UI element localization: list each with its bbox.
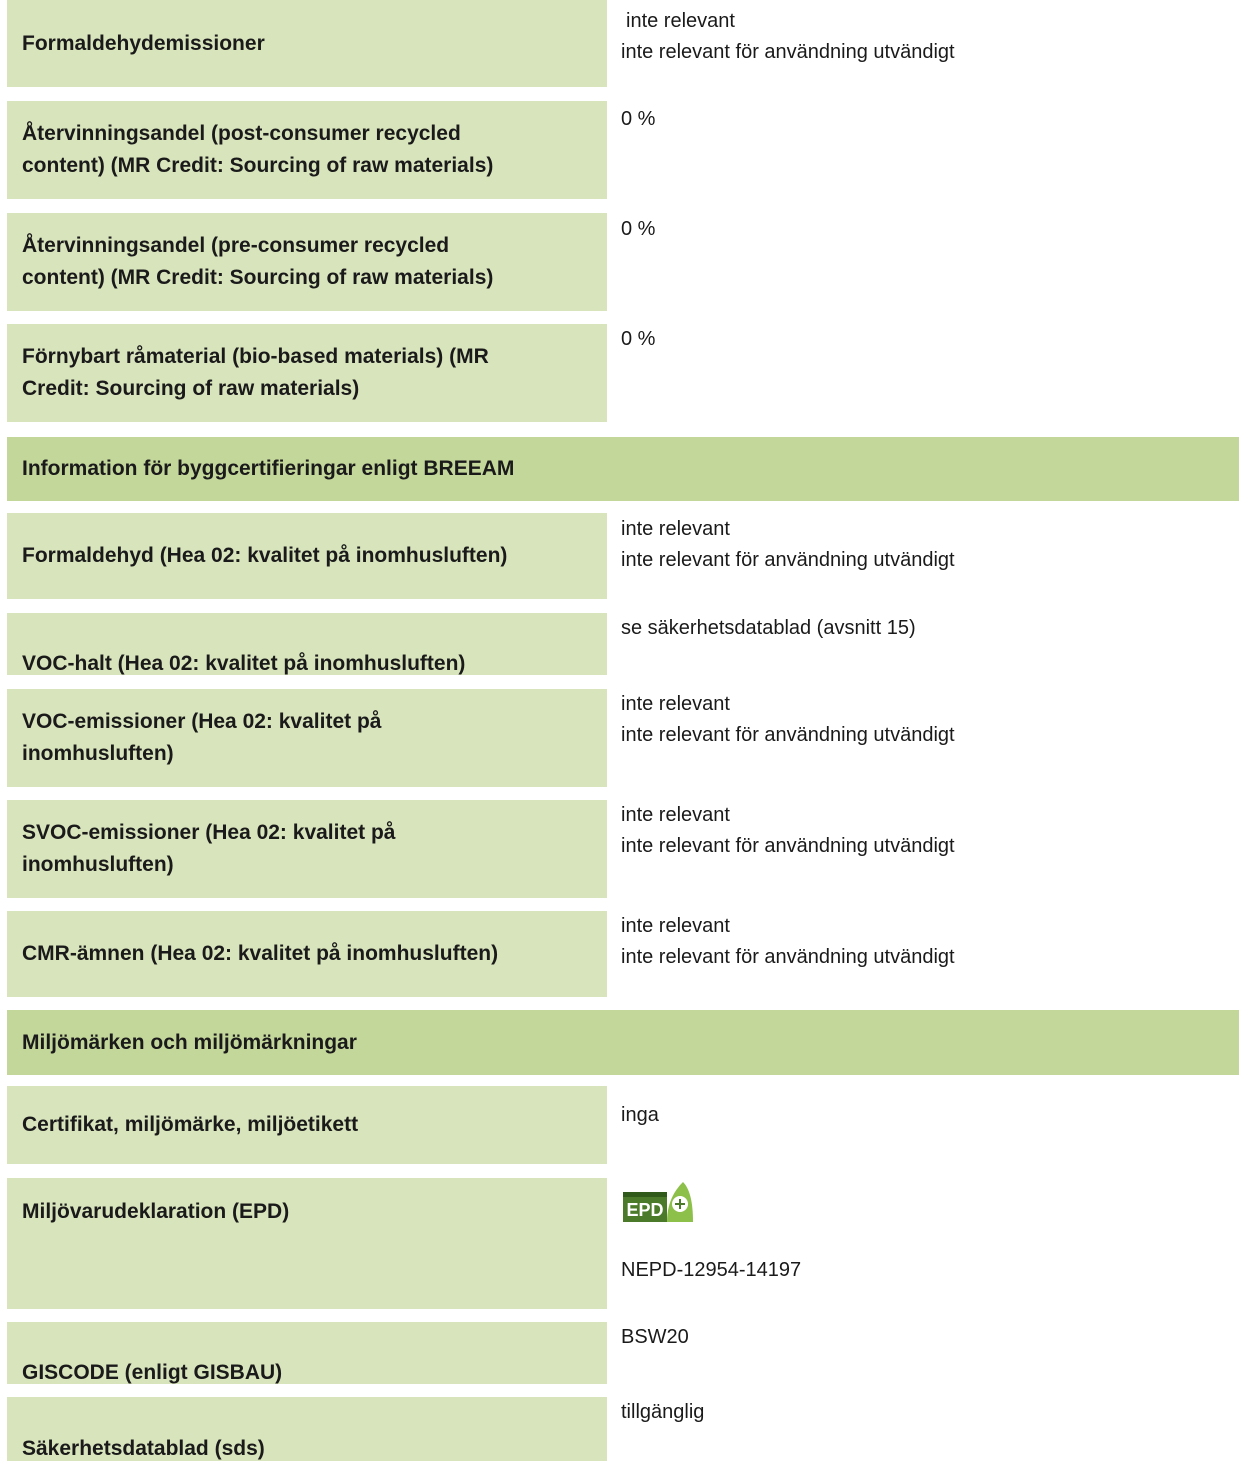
value-line: inte relevant för användning utvändigt [621, 835, 955, 857]
value-line: inte relevant för användning utvändigt [621, 41, 955, 63]
property-label [7, 1178, 607, 1309]
value-line: se säkerhetsdatablad (avsnitt 15) [621, 617, 916, 639]
property-label [7, 1322, 607, 1384]
epd-logo-icon [621, 1180, 696, 1226]
property-value [621, 689, 1221, 751]
property-label [7, 1086, 607, 1164]
label-text: GISCODE (enligt GISBAU) [22, 1361, 283, 1384]
property-value [621, 1322, 1221, 1353]
label-text: content) (MR Credit: Sourcing of raw materials) [22, 154, 494, 177]
section-header-breeam [7, 437, 1239, 501]
property-label [7, 0, 607, 87]
property-label [7, 101, 607, 199]
label-text: VOC-halt (Hea 02: kvalitet på inomhusluften) [22, 652, 466, 675]
value-line: inte relevant för användning utvändigt [621, 946, 955, 968]
label-text: Formaldehyd (Hea 02: kvalitet på inomhusluften) [22, 544, 508, 567]
epd-logo-text: EPD [626, 1200, 664, 1220]
label-text: Formaldehydemissioner [22, 31, 265, 55]
value-line: tillgänglig [621, 1401, 705, 1423]
property-label [7, 324, 607, 422]
property-label [7, 800, 607, 898]
property-label [7, 613, 607, 675]
property-value [621, 1397, 1221, 1428]
property-value [621, 514, 1221, 576]
property-value [621, 800, 1221, 862]
value-line: inte relevant [621, 915, 730, 937]
value-line: 0 % [621, 328, 656, 350]
label-text: VOC-emissioner (Hea 02: kvalitet på [22, 710, 382, 733]
section-header-eco-labels [7, 1010, 1239, 1075]
property-value [621, 613, 1221, 644]
property-value [621, 911, 1221, 973]
label-text: Miljövarudeklaration (EPD) [22, 1200, 290, 1223]
property-value [621, 6, 1226, 68]
label-text: Återvinningsandel (pre-consumer recycled [22, 234, 450, 257]
value-line: inte relevant [621, 693, 730, 715]
label-text: inomhusluften) [22, 742, 174, 765]
property-label [7, 911, 607, 997]
value-line: inte relevant för användning utvändigt [621, 724, 955, 746]
label-text: Certifikat, miljömärke, miljöetikett [22, 1113, 359, 1136]
label-text: Återvinningsandel (post-consumer recycled [22, 122, 461, 145]
value-line: BSW20 [621, 1326, 689, 1348]
section-title: Miljömärken och miljömärkningar [22, 1030, 357, 1054]
value-line: 0 % [621, 108, 656, 130]
property-label [7, 513, 607, 599]
value-line: inte relevant för användning utvändigt [621, 549, 955, 571]
property-value [621, 104, 1221, 135]
label-text: Säkerhetsdatablad (sds) [22, 1437, 265, 1460]
property-value [621, 214, 1221, 245]
section-title: Information för byggcertifieringar enligt BREEAM [22, 457, 515, 480]
property-value [621, 1255, 1221, 1286]
label-text: content) (MR Credit: Sourcing of raw materials) [22, 266, 494, 289]
value-line: NEPD-12954-14197 [621, 1259, 802, 1281]
value-line: inte relevant [621, 518, 730, 540]
property-value [621, 1100, 1221, 1131]
label-text: SVOC-emissioner (Hea 02: kvalitet på [22, 821, 396, 844]
label-text: Credit: Sourcing of raw materials) [22, 377, 360, 400]
label-text: Förnybart råmaterial (bio-based materials) (MR [22, 345, 489, 368]
value-line: inga [621, 1104, 659, 1126]
label-text: CMR-ämnen (Hea 02: kvalitet på inomhusluften) [22, 942, 499, 965]
label-text: inomhusluften) [22, 853, 174, 876]
property-label [7, 213, 607, 311]
value-line: inte relevant [626, 10, 735, 32]
property-value [621, 324, 1221, 355]
value-line: inte relevant [621, 804, 730, 826]
property-label [7, 1397, 607, 1461]
value-line: 0 % [621, 218, 656, 240]
property-label [7, 689, 607, 787]
